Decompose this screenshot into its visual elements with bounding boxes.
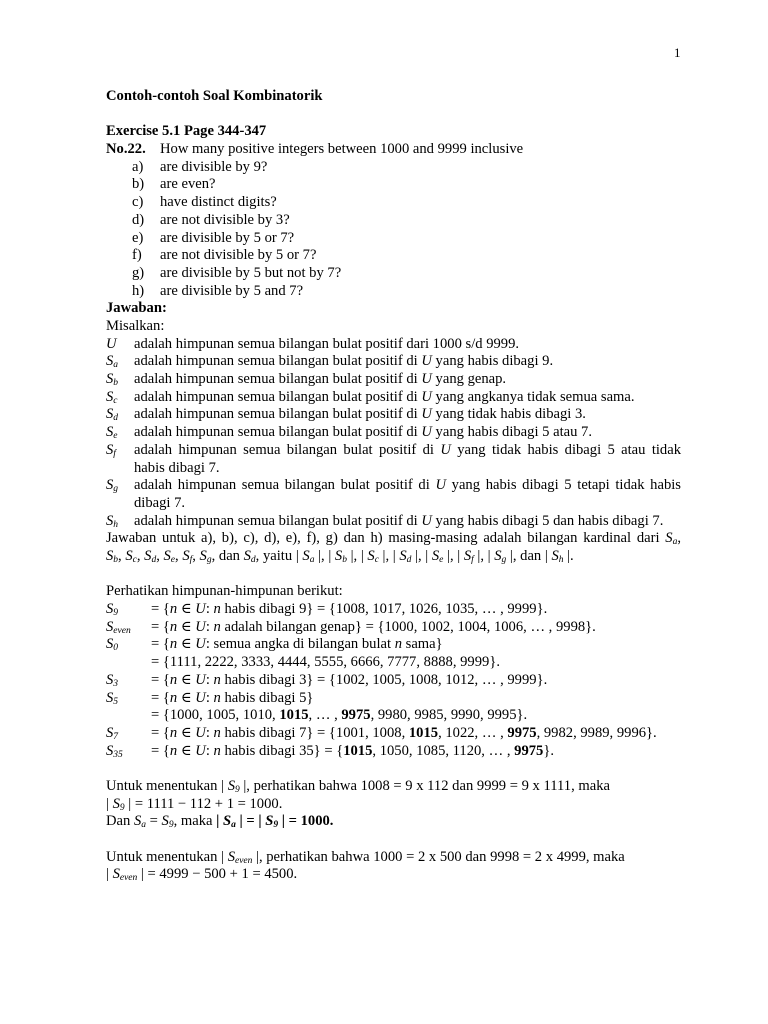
- set-symbol: [106, 442, 134, 460]
- options-list: [106, 159, 681, 301]
- set-symbol: [182, 548, 192, 564]
- symbol-subscript: e: [113, 431, 118, 442]
- symbol-subscript: c: [374, 555, 379, 566]
- text: :: [205, 689, 214, 706]
- option-item: [106, 176, 681, 194]
- set-symbol: [106, 743, 151, 761]
- symbol-subscript: even: [113, 625, 131, 636]
- variable-n: n: [169, 618, 178, 635]
- universe-ref: U: [421, 371, 432, 388]
- text: |: [106, 866, 113, 883]
- text: habis dibagi 5}: [220, 689, 314, 706]
- option-label: b): [132, 176, 145, 193]
- set-symbol: [162, 813, 174, 829]
- set-symbol: [464, 548, 474, 564]
- symbol-subscript: a: [141, 820, 147, 831]
- text: = {: [151, 636, 170, 653]
- definitions-list: [106, 336, 681, 531]
- variable-n: n: [213, 618, 221, 635]
- set-symbol: [494, 548, 506, 564]
- definition-Sb: [106, 371, 681, 389]
- sets-list: [106, 601, 681, 760]
- set-symbol: [106, 424, 134, 442]
- option-label: c): [132, 194, 144, 211]
- text: yang habis dibagi 5 dan habis dibagi 7.: [431, 512, 664, 529]
- symbol-subscript: 9: [273, 820, 279, 831]
- symbol-letter: S: [399, 548, 407, 565]
- symbol-subscript: h: [558, 555, 564, 566]
- seven-line-1: [106, 849, 681, 867]
- symbol-letter: S: [463, 548, 472, 565]
- text: adalah himpunan semua bilangan bulat positif di: [134, 388, 422, 405]
- definition-Sh: [106, 513, 681, 531]
- problem-text: How many positive integers between 1000 and 9999 inclusive: [160, 141, 524, 158]
- text: = {: [151, 601, 170, 618]
- misalkan-label: Misalkan:: [106, 317, 165, 334]
- option-text: have distinct digits?: [160, 194, 277, 211]
- problem-number: No.22.: [106, 141, 146, 158]
- variable-n: n: [169, 601, 178, 618]
- symbol-subscript: a: [672, 537, 678, 548]
- symbol-letter: S: [334, 548, 343, 565]
- symbol-subscript: 7: [113, 731, 119, 742]
- universe-ref: U: [421, 353, 432, 370]
- definition-text: adalah himpunan semua bilangan bulat positif dari 1000 s/d 9999.: [134, 335, 520, 352]
- text: adalah himpunan semua bilangan bulat positif di: [134, 353, 422, 370]
- universe-ref: U: [195, 689, 206, 706]
- bold-text: 1015: [343, 742, 373, 759]
- option-item: [106, 247, 681, 265]
- option-label: f): [132, 247, 142, 264]
- set-symbol: [113, 866, 138, 882]
- option-item: [106, 265, 681, 283]
- set-S3: [106, 672, 681, 690]
- definition-text: [134, 406, 681, 424]
- text: ∈: [177, 601, 196, 618]
- set-symbol: [265, 813, 278, 829]
- problem-statement: [106, 141, 681, 159]
- set-symbol: [113, 796, 125, 812]
- text: ∈: [177, 671, 196, 688]
- set-symbol: [200, 548, 212, 564]
- text: adalah himpunan semua bilangan bulat positif di: [134, 441, 441, 458]
- symbol-subscript: 0: [113, 643, 119, 654]
- set-symbol: [399, 548, 411, 564]
- text: , maka: [173, 813, 217, 830]
- definition-continuation: dibagi 7.: [134, 494, 186, 511]
- option-text: are divisible by 9?: [160, 158, 268, 175]
- text: = {1000, 1005, 1010,: [151, 707, 280, 724]
- symbol-subscript: a: [113, 360, 119, 371]
- bold-text: 9975: [514, 742, 544, 759]
- jawaban-untuk-paragraph: [106, 530, 681, 565]
- variable-n: n: [213, 742, 221, 759]
- symbol-subscript: 9: [234, 784, 240, 795]
- symbol-subscript: c: [132, 555, 137, 566]
- definition-Sa: [106, 353, 681, 371]
- text: adalah bilangan genap} = {1000, 1002, 1004, 1006, … , 9998}.: [220, 618, 596, 635]
- variable-n: n: [169, 689, 178, 706]
- definition-text: [134, 424, 681, 442]
- symbol-letter: S: [106, 548, 114, 565]
- text: ∈: [177, 618, 196, 635]
- definition-text: [134, 513, 681, 531]
- text: Untuk menentukan |: [106, 777, 228, 794]
- universe-ref: U: [195, 724, 206, 741]
- text: = {: [151, 742, 170, 759]
- set-symbol: [551, 548, 563, 564]
- text: , 1022, … ,: [438, 724, 508, 741]
- page-content: [106, 0, 681, 884]
- symbol-subscript: b: [113, 555, 119, 566]
- text: :: [205, 724, 214, 741]
- bold-text: 1015: [408, 724, 439, 741]
- text: =: [146, 813, 162, 830]
- symbol-letter: S: [161, 813, 169, 830]
- text: adalah himpunan semua bilangan bulat positif di: [134, 371, 422, 388]
- symbol-letter: S: [106, 671, 114, 688]
- universe-ref: U: [195, 636, 206, 653]
- definition-text: [134, 371, 681, 389]
- definition-continuation: habis dibagi 7.: [134, 459, 220, 476]
- set-S35: [106, 743, 681, 761]
- variable-n: n: [213, 671, 221, 688]
- s9-paragraph: [106, 778, 681, 831]
- set-symbol: [164, 548, 176, 564]
- text: ∈: [177, 689, 196, 706]
- symbol-subscript: f: [471, 555, 474, 566]
- universe-ref: U: [421, 388, 432, 405]
- symbol-subscript: d: [113, 413, 119, 424]
- symbol-letter: S: [106, 477, 114, 494]
- text: , 9980, 9985, 9990, 9995}.: [370, 707, 528, 724]
- symbol-letter: S: [243, 548, 251, 565]
- symbol-subscript: a: [231, 820, 236, 831]
- text: = {: [151, 724, 170, 741]
- set-symbol: [134, 813, 146, 829]
- symbol-subscript: f: [189, 555, 193, 566]
- text: dan: [520, 548, 542, 565]
- symbol-letter: S: [106, 636, 114, 653]
- text: = {: [151, 671, 170, 688]
- definition-text: [134, 353, 681, 371]
- symbol-letter: S: [106, 353, 114, 370]
- text: = {: [151, 689, 170, 706]
- symbol-letter: S: [106, 441, 114, 458]
- symbol-letter: S: [106, 618, 114, 635]
- option-item: [106, 283, 681, 301]
- set-symbol: [106, 477, 134, 495]
- exercise-heading: Exercise 5.1 Page 344-347: [106, 123, 267, 140]
- text: adalah himpunan semua bilangan bulat positif di: [134, 424, 422, 441]
- seven-paragraph: [106, 849, 681, 884]
- text: sama}: [402, 636, 443, 653]
- definition-Sc: [106, 389, 681, 407]
- symbol-letter: S: [125, 548, 133, 565]
- symbol-letter: S: [106, 724, 114, 741]
- text: Jawaban untuk a), b), c), d), e), f), g) dan h) masing-masing adalah bilangan kardinal dari: [106, 530, 666, 547]
- symbol-subscript: h: [113, 519, 119, 530]
- symbol-letter: S: [227, 777, 235, 794]
- perhatikan-text: Perhatikan himpunan-himpunan berikut:: [106, 583, 343, 600]
- symbol-subscript: even: [119, 873, 138, 884]
- text: yang genap.: [431, 371, 507, 388]
- set-symbol: [665, 530, 677, 546]
- text: , 9982, 9989, 9996}.: [536, 724, 657, 741]
- option-label: g): [132, 264, 145, 281]
- symbol-letter: S: [494, 548, 502, 565]
- text: habis dibagi 7} = {1001, 1008,: [220, 724, 409, 741]
- set-symbol: [106, 513, 134, 531]
- symbol-letter: S: [227, 848, 235, 865]
- definition-text: [134, 442, 681, 460]
- symbol-subscript: e: [439, 555, 444, 566]
- symbol-letter: S: [223, 813, 232, 830]
- text: yang tidak habis dibagi 5 atau tidak: [450, 441, 681, 458]
- bold-text: 9975: [507, 724, 537, 741]
- jawaban-untuk-line-1: Jawaban untuk a), b), c), d), e), f), g) dan h) masing-masing adalah bilangan kardinal dari $S_a$,: [106, 530, 681, 548]
- set-symbol: [125, 548, 137, 564]
- text: :: [205, 671, 214, 688]
- universe-ref: U: [195, 671, 206, 688]
- symbol-subscript: 9: [168, 820, 174, 831]
- text: , 1050, 1085, 1120, … ,: [372, 742, 515, 759]
- option-item: [106, 230, 681, 248]
- definition-Sg: [106, 477, 681, 512]
- text: Untuk menentukan |: [106, 848, 228, 865]
- set-symbol: [106, 619, 151, 637]
- symbol-subscript: 9: [113, 608, 119, 619]
- text: yaitu: [262, 548, 293, 565]
- symbol-letter: S: [144, 548, 152, 565]
- symbol-letter: S: [106, 742, 114, 759]
- set-symbol: [144, 548, 156, 564]
- seven-line-2: [106, 866, 681, 884]
- definition-U: [106, 336, 681, 354]
- symbol-letter: S: [106, 371, 114, 388]
- set-Seven: [106, 619, 681, 637]
- option-text: are divisible by 5 or 7?: [160, 229, 295, 246]
- symbol-subscript: 35: [113, 749, 123, 760]
- text: : semua angka di bilangan bulat: [205, 636, 395, 653]
- s9-result-value: = 1000.: [285, 813, 334, 830]
- universe-ref: U: [440, 441, 451, 458]
- symbol-letter: S: [182, 548, 190, 565]
- symbol-letter: S: [106, 512, 114, 529]
- set-symbol: [302, 548, 314, 564]
- symbol-subscript: d: [151, 555, 157, 566]
- text: |, perhatikan bahwa 1000 = 2 x 500 dan 9998 = 2 x 4999, maka: [252, 848, 625, 865]
- text: :: [205, 618, 214, 635]
- symbol-subscript: b: [113, 378, 119, 389]
- symbol-letter: S: [367, 548, 375, 565]
- symbol-letter: S: [106, 406, 114, 423]
- variable-n: n: [169, 636, 178, 653]
- text: |: [106, 795, 113, 812]
- jawaban-untuk-line-2: $S_b$, $S_c$, $S_d$, $S_e$, $S_f$, $S_g$, dan $S_d$, yaitu | $S_a$ |, | $S_b$ |, | $S_c$ |, | $S_d$ |, | $S_e$ |, | $S_f$ |, | $S_g$ |, dan | $S_h$ |.: [106, 548, 574, 566]
- option-text: are not divisible by 3?: [160, 211, 290, 228]
- text: |, perhatikan bahwa 1008 = 9 x 112 dan 9999 = 9 x 1111, maka: [239, 777, 610, 794]
- text: ∈: [177, 742, 196, 759]
- universe-ref: U: [195, 742, 206, 759]
- text: ∈: [177, 724, 196, 741]
- text: = {: [151, 618, 170, 635]
- page-number: 1: [674, 45, 681, 60]
- text: :: [205, 601, 214, 618]
- universe-ref: U: [421, 424, 432, 441]
- text: yang tidak habis dibagi 3.: [431, 406, 586, 423]
- text: adalah himpunan semua bilangan bulat positif di: [134, 477, 436, 494]
- option-text: are divisible by 5 but not by 7?: [160, 264, 342, 281]
- bold-text: 1015: [279, 707, 309, 724]
- symbol-letter: S: [106, 689, 114, 706]
- set-symbol: [106, 353, 134, 371]
- set-symbol: [106, 389, 134, 407]
- variable-n: n: [213, 601, 221, 618]
- set-S0-elements: = {1111, 2222, 3333, 4444, 5555, 6666, 7777, 8888, 9999}.: [151, 654, 500, 671]
- variable-n: n: [213, 689, 221, 706]
- symbol-subscript: g: [501, 555, 507, 566]
- text: habis dibagi 3} = {1002, 1005, 1008, 1012, … , 9999}.: [220, 671, 548, 688]
- option-text: are divisible by 5 and 7?: [160, 282, 304, 299]
- set-S9: [106, 601, 681, 619]
- text: habis dibagi 35} = {: [220, 742, 344, 759]
- set-symbol: [335, 548, 347, 564]
- universe-ref: U: [435, 477, 446, 494]
- text: Dan: [106, 813, 134, 830]
- symbol-subscript: c: [113, 395, 118, 406]
- universe-ref: U: [421, 512, 432, 529]
- set-symbol: [367, 548, 379, 564]
- text: yang habis dibagi 5 tetapi tidak habis: [446, 477, 681, 494]
- symbol-subscript: 3: [113, 678, 119, 689]
- set-symbol: [106, 672, 151, 690]
- set-symbol: [244, 548, 256, 564]
- symbol-letter: S: [106, 601, 114, 618]
- set-symbol: [106, 548, 118, 564]
- set-symbol: [106, 406, 134, 424]
- definition-Sf: [106, 442, 681, 477]
- symbol-subscript: a: [309, 555, 315, 566]
- symbol-letter: S: [665, 530, 673, 547]
- s9-result: | $S_a$ | = | $S_9$ | = 1000.: [216, 813, 334, 831]
- s9-line-2: [106, 796, 681, 814]
- definition-Se: [106, 424, 681, 442]
- s9-line-1: [106, 778, 681, 796]
- option-label: d): [132, 211, 145, 228]
- text: | = 1111 − 112 + 1 = 1000.: [124, 795, 283, 812]
- text: ∈: [177, 636, 196, 653]
- text: yang habis dibagi 9.: [431, 353, 554, 370]
- definition-text: [134, 389, 681, 407]
- jawaban-heading: Jawaban:: [106, 300, 167, 317]
- option-item: [106, 159, 681, 177]
- text: | = 4999 − 500 + 1 = 4500.: [137, 866, 298, 883]
- option-text: are not divisible by 5 or 7?: [160, 247, 317, 264]
- option-item: [106, 212, 681, 230]
- set-S5: [106, 690, 681, 708]
- set-symbol: [432, 548, 444, 564]
- symbol-letter: S: [133, 813, 142, 830]
- symbol-subscript: d: [250, 555, 256, 566]
- set-symbol: [228, 849, 253, 865]
- symbol-subscript: g: [206, 555, 212, 566]
- symbol-subscript: b: [342, 555, 347, 566]
- set-symbol: [106, 725, 151, 743]
- text: adalah himpunan semua bilangan bulat positif di: [134, 406, 422, 423]
- set-symbol: [228, 778, 240, 794]
- set-S0: [106, 636, 681, 654]
- text: }.: [543, 742, 554, 759]
- symbol-letter: S: [112, 866, 120, 883]
- symbol-subscript: g: [113, 484, 119, 495]
- symbol-subscript: even: [234, 855, 253, 866]
- symbol-subscript: f: [113, 448, 116, 459]
- universe-ref: U: [195, 601, 206, 618]
- text: adalah himpunan semua bilangan bulat positif di: [134, 512, 422, 529]
- universe-ref: U: [195, 618, 206, 635]
- symbol-letter: S: [302, 548, 310, 565]
- set-symbol: [106, 601, 151, 619]
- option-item: [106, 194, 681, 212]
- set-symbol: [106, 371, 134, 389]
- universe-symbol: U: [106, 335, 117, 352]
- option-label: h): [132, 282, 145, 299]
- variable-n: n: [213, 724, 221, 741]
- set-S7: [106, 725, 681, 743]
- symbol-subscript: d: [406, 555, 412, 566]
- set-symbol: [223, 813, 236, 829]
- set-symbol: [106, 690, 151, 708]
- text: :: [205, 742, 214, 759]
- option-text: are even?: [160, 176, 216, 193]
- symbol-letter: S: [106, 388, 114, 405]
- option-label: e): [132, 229, 144, 246]
- definition-Sd: [106, 406, 681, 424]
- symbol-letter: S: [431, 548, 440, 565]
- text: yang habis dibagi 5 atau 7.: [431, 424, 592, 441]
- symbol-subscript: 9: [119, 802, 125, 813]
- document-title: Contoh-contoh Soal Kombinatorik: [106, 88, 323, 104]
- symbol-subscript: e: [170, 555, 176, 566]
- symbol-letter: S: [551, 548, 559, 565]
- definition-text: [134, 477, 681, 495]
- symbol-letter: S: [106, 424, 114, 441]
- text: , … ,: [308, 707, 342, 724]
- variable-n: n: [169, 724, 178, 741]
- variable-n: n: [169, 671, 178, 688]
- text: yang angkanya tidak semua sama.: [431, 388, 635, 405]
- symbol-subscript: 5: [113, 696, 119, 707]
- variable-n: n: [394, 636, 402, 653]
- bold-text: 9975: [341, 707, 371, 724]
- set-symbol: [106, 636, 151, 654]
- symbol-letter: S: [112, 795, 120, 812]
- symbol-letter: S: [265, 813, 274, 830]
- set-S5-elements: [106, 707, 681, 725]
- universe-ref: U: [421, 406, 432, 423]
- variable-n: n: [169, 742, 178, 759]
- s9-line-3: [106, 813, 681, 831]
- option-label: a): [132, 158, 144, 175]
- text: habis dibagi 9} = {1008, 1017, 1026, 1035, … , 9999}.: [220, 601, 548, 618]
- symbol-letter: S: [163, 548, 171, 565]
- text: dan: [218, 548, 240, 565]
- symbol-letter: S: [199, 548, 207, 565]
